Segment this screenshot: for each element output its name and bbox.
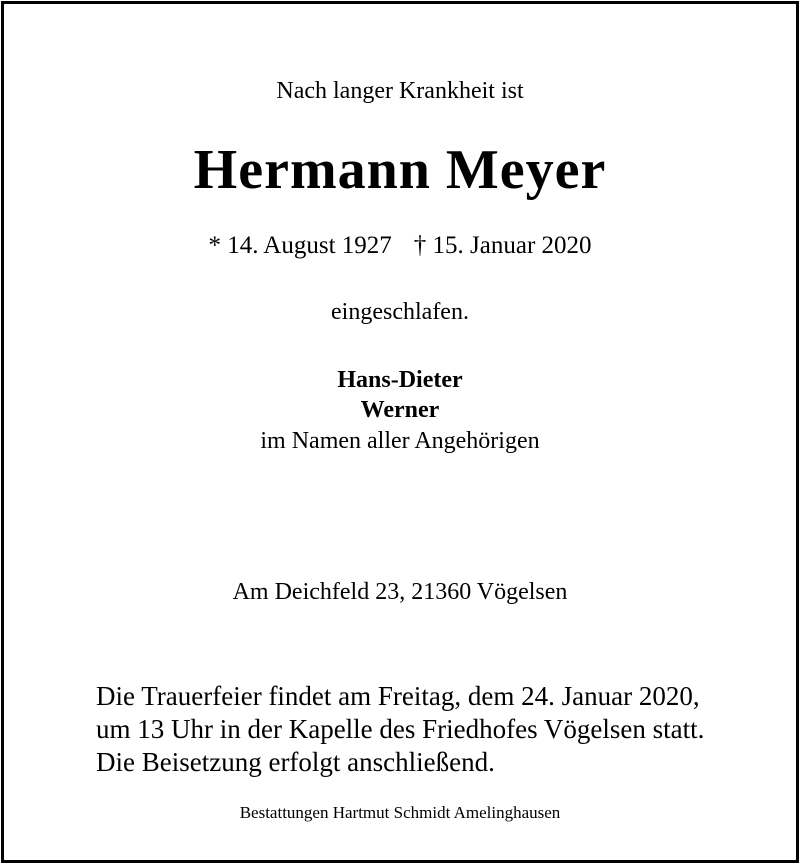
address: Am Deichfeld 23, 21360 Vögelsen (232, 579, 568, 605)
service-line: Die Beisetzung erfolgt anschließend. (96, 747, 495, 777)
family-text: im Namen aller Angehörigen (260, 428, 540, 454)
funeral-service-info (96, 680, 776, 779)
deceased-name: Hermann Meyer (193, 139, 607, 201)
birth-date: * 14. August 1927 (208, 232, 392, 259)
obituary-notice (1, 1, 799, 863)
death-date: † 15. Januar 2020 (413, 232, 592, 259)
signer-first-name: Hans-Dieter (337, 367, 463, 393)
intro-text: Nach langer Krankheit ist (276, 78, 524, 104)
closing-text: eingeschlafen. (331, 299, 469, 325)
undertaker: Bestattungen Hartmut Schmidt Amelinghausen (239, 803, 561, 822)
signer-last-name: Werner (360, 397, 440, 423)
life-dates (4, 233, 796, 258)
service-line: Die Trauerfeier findet am Freitag, dem 24. Januar 2020, (96, 681, 700, 711)
service-line: um 13 Uhr in der Kapelle des Friedhofes Vögelsen statt. (96, 714, 705, 744)
